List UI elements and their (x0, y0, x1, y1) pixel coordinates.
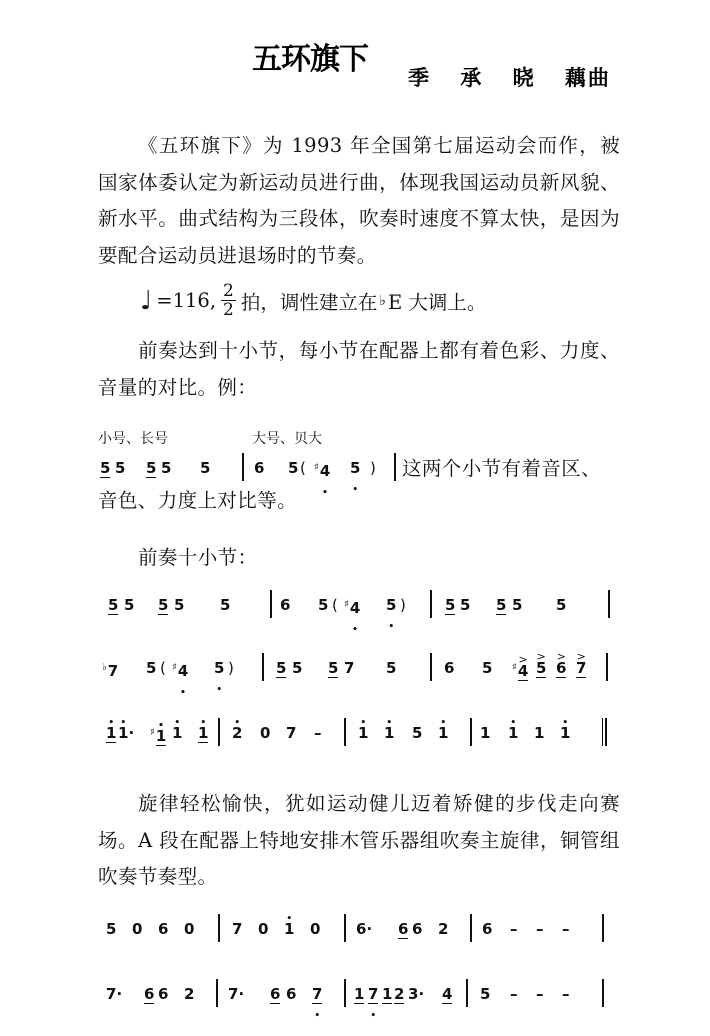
score-note: > 5 (536, 659, 546, 678)
score-note (386, 594, 396, 616)
flat-icon: ♭ (379, 292, 386, 309)
score-note (146, 457, 156, 479)
score-note: 2 (438, 920, 449, 938)
score-note (172, 657, 188, 682)
score-note (144, 983, 154, 1005)
score-note: 7 (286, 724, 297, 742)
meter-suffix: 拍，调性建立在 (240, 290, 378, 314)
score-note: ) (228, 659, 234, 677)
score-note: 5 (460, 596, 471, 614)
score-note (172, 722, 182, 744)
score-note: ( (300, 459, 306, 477)
song-title: 五环旗下 (252, 42, 368, 77)
score-note: · (238, 985, 245, 1003)
score-note: • 1 (172, 724, 182, 742)
score-note: 4 • (178, 662, 188, 680)
score-note (442, 983, 452, 1005)
score-note (560, 722, 570, 744)
score-note (354, 983, 364, 1005)
score-note (328, 657, 338, 679)
score-note (198, 722, 208, 744)
score-note: • 2 (232, 724, 242, 742)
tempo-marking (140, 282, 486, 319)
score-note (344, 594, 360, 619)
score-note: 6 (144, 985, 155, 1003)
barline (216, 979, 218, 1007)
score-note: 5 (146, 659, 157, 677)
score-note: ( (332, 596, 338, 614)
composer-credit: 季 承 晓 藕曲 (408, 66, 611, 90)
score-note: – (314, 724, 322, 742)
score-note: – (562, 985, 570, 1003)
score-line-1 (100, 594, 620, 624)
score-note: 3 (408, 985, 419, 1003)
score-note: ♯ (314, 462, 319, 473)
score-note: 5 (328, 659, 339, 677)
score-note (314, 457, 330, 482)
intro-paragraph: 《五环旗下》为 1993 年全国第七届运动会而作，被国家体委认定为新运动员进行曲，体现我国运动员新风貌、新水平。曲式结构为三段体，吹奏时速度不算太快，是因为要配合运动员进退场时的节奏。 (98, 134, 620, 267)
score-note: ) (400, 596, 406, 614)
score-note: 5 (146, 459, 157, 477)
barline (470, 914, 472, 942)
score-note: 0 (310, 920, 321, 938)
score-note: • 1 (106, 724, 116, 743)
score-line-3 (100, 722, 620, 752)
score-note (368, 983, 378, 1005)
score-note: 7 • (368, 985, 378, 1004)
score-note (312, 983, 322, 1005)
score-note: 5 (482, 659, 493, 677)
score-note: 6 (158, 920, 169, 938)
score-note: ♯ (512, 662, 517, 673)
score-note: · (116, 985, 123, 1003)
score-note (512, 657, 528, 682)
score-note: 5 (220, 596, 231, 614)
score-note: • 1 (358, 724, 368, 742)
score-note: 5 (108, 596, 119, 614)
score-note (496, 594, 506, 616)
score-note: 7 (228, 985, 239, 1003)
score-note (214, 657, 224, 679)
score-note (350, 457, 360, 479)
score-note (100, 457, 110, 479)
barline (270, 590, 272, 618)
score-note: – (510, 920, 518, 938)
score-note: • 1 (438, 724, 448, 742)
score-note: 4 • (350, 599, 360, 617)
score-note: 7 (344, 659, 355, 677)
score-note: · (366, 920, 373, 938)
barline (262, 653, 264, 681)
score-note: > 6 (556, 659, 566, 678)
score-note: 6 (356, 920, 367, 938)
score-note: 1 (480, 724, 491, 742)
time-signature: $\frac{2}{2}$ (223, 281, 234, 320)
score-note: • 1 (198, 724, 208, 743)
score-note: 0 (132, 920, 143, 938)
score-note: 5 • (350, 459, 360, 477)
score-note: 7 • (312, 985, 322, 1004)
score-note: ♭ (102, 662, 107, 673)
score-note: 0 (260, 724, 271, 742)
score-note: 5 (480, 985, 491, 1003)
score-note: 5 (161, 459, 172, 477)
score-note (536, 657, 546, 679)
score-note (228, 983, 244, 1005)
score-note: 5 (100, 459, 111, 477)
barline (394, 453, 396, 481)
score-note: 6 (444, 659, 455, 677)
barline (602, 979, 604, 1007)
score-note: 0 (184, 920, 195, 938)
tempo-bpm: =116, (156, 289, 217, 312)
score-note: · (128, 724, 135, 742)
score-note: 5 (106, 920, 117, 938)
quarter-note-icon: ♩ (140, 285, 153, 316)
barline (344, 718, 346, 746)
score-note: 5 (556, 596, 567, 614)
score-note (398, 918, 408, 940)
score-note: ♯ (344, 599, 349, 610)
score-note: 1 (534, 724, 545, 742)
score-note: 4 • (320, 462, 330, 480)
prelude-label: 前奏十小节： (138, 546, 258, 569)
score-note: 4 (442, 985, 453, 1003)
score-note (232, 722, 242, 744)
score-note: – (562, 920, 570, 938)
score-note (106, 983, 122, 1005)
score-note: • 1 (384, 724, 394, 742)
score-note: 5 (276, 659, 287, 677)
score-note: 7 (107, 662, 119, 680)
score-note (118, 722, 134, 744)
score-note: 5 (512, 596, 523, 614)
score-note (106, 722, 116, 744)
score-note: 5 (124, 596, 135, 614)
score-note: 5 (496, 596, 507, 614)
score-note: 6 (270, 985, 281, 1003)
barline (470, 718, 472, 746)
barline (218, 914, 220, 942)
score-note: 6 (412, 920, 423, 938)
score-note: 5 (288, 459, 299, 477)
score-note: 5 (386, 659, 397, 677)
score-note: · (418, 985, 425, 1003)
score-note: 6 (158, 985, 169, 1003)
score-note: 2 (184, 985, 195, 1003)
score-note (150, 722, 166, 747)
score-note (394, 983, 404, 1005)
score-note: • 1 (560, 724, 570, 742)
score-note: • 1 (156, 727, 166, 746)
score-note (408, 983, 424, 1005)
score-note: 7 (106, 985, 117, 1003)
barline (602, 914, 604, 942)
barline (608, 590, 610, 618)
score-line-2 (100, 657, 620, 687)
score-note (384, 722, 394, 744)
score-note: – (536, 920, 544, 938)
prelude-description: 前奏达到十小节，每小节在配器上都有着色彩、力度、音量的对比。例： (98, 339, 620, 399)
score-note: 6 (254, 459, 265, 477)
barline (344, 979, 346, 1007)
barline (344, 914, 346, 942)
score-note: 6 (286, 985, 297, 1003)
score-note: ( (160, 659, 166, 677)
score-note: – (510, 985, 518, 1003)
score-note: 0 (258, 920, 269, 938)
score-note (508, 722, 518, 744)
score-note: 5 (200, 459, 211, 477)
score-line-4 (100, 918, 620, 948)
score-note: 5 • (386, 596, 396, 614)
barline (242, 453, 244, 481)
barline (466, 979, 468, 1007)
score-note: 2 (394, 985, 405, 1003)
barline (218, 718, 220, 746)
score-note (358, 722, 368, 744)
score-note (108, 594, 118, 616)
score-note: ♯ (172, 662, 177, 673)
score-note: 5 (115, 459, 126, 477)
inline-comment: 这两个小节有着音区、 (402, 457, 602, 480)
score-note (445, 594, 455, 616)
score-note: 7 (232, 920, 243, 938)
barline (430, 653, 432, 681)
barline (430, 590, 432, 618)
final-barline (602, 718, 607, 746)
score-note (576, 657, 586, 679)
score-note (270, 983, 280, 1005)
score-note: 1 (382, 985, 393, 1003)
score-note (102, 657, 118, 682)
score-note (356, 918, 372, 940)
score-note: – (536, 985, 544, 1003)
score-note: ♯ (150, 727, 155, 738)
score-note: 6 (280, 596, 291, 614)
score-note: > 4 (518, 662, 528, 681)
score-note: 5 (412, 724, 423, 742)
score-note: • 1 (118, 724, 128, 742)
score-note (158, 594, 168, 616)
score-note: • 1 (508, 724, 518, 742)
score-note (284, 918, 294, 940)
melody-description: 旋律轻松愉快，犹如运动健儿迈着矫健的步伐走向赛场。A 段在配器上特地安排木管乐器组吹奏主旋律，铜管组吹奏节奏型。 (98, 792, 620, 888)
key-text: E 大调上。 (387, 290, 487, 314)
score-note: • 1 (284, 920, 294, 938)
instrument-label-1: 小号、长号 (98, 431, 168, 447)
score-note: 5 (174, 596, 185, 614)
score-note: 5 (318, 596, 329, 614)
score-note: 5 (158, 596, 169, 614)
score-note: 6 (482, 920, 493, 938)
score-note: > 7 (576, 659, 586, 678)
score-note: 1 (354, 985, 365, 1003)
barline (606, 653, 608, 681)
instrument-label-2: 大号、贝大 (252, 431, 322, 447)
score-note: 5 (445, 596, 456, 614)
score-note (556, 657, 566, 679)
score-note (438, 722, 448, 744)
score-note: 6 (398, 920, 409, 938)
score-note: 5 (292, 659, 303, 677)
score-note (382, 983, 392, 1005)
score-note (276, 657, 286, 679)
score-line-5 (100, 983, 620, 1013)
score-note: ) (370, 459, 376, 477)
score-note: 5 • (214, 659, 224, 677)
example-continuation: 音色、力度上对比等。 (98, 489, 298, 512)
